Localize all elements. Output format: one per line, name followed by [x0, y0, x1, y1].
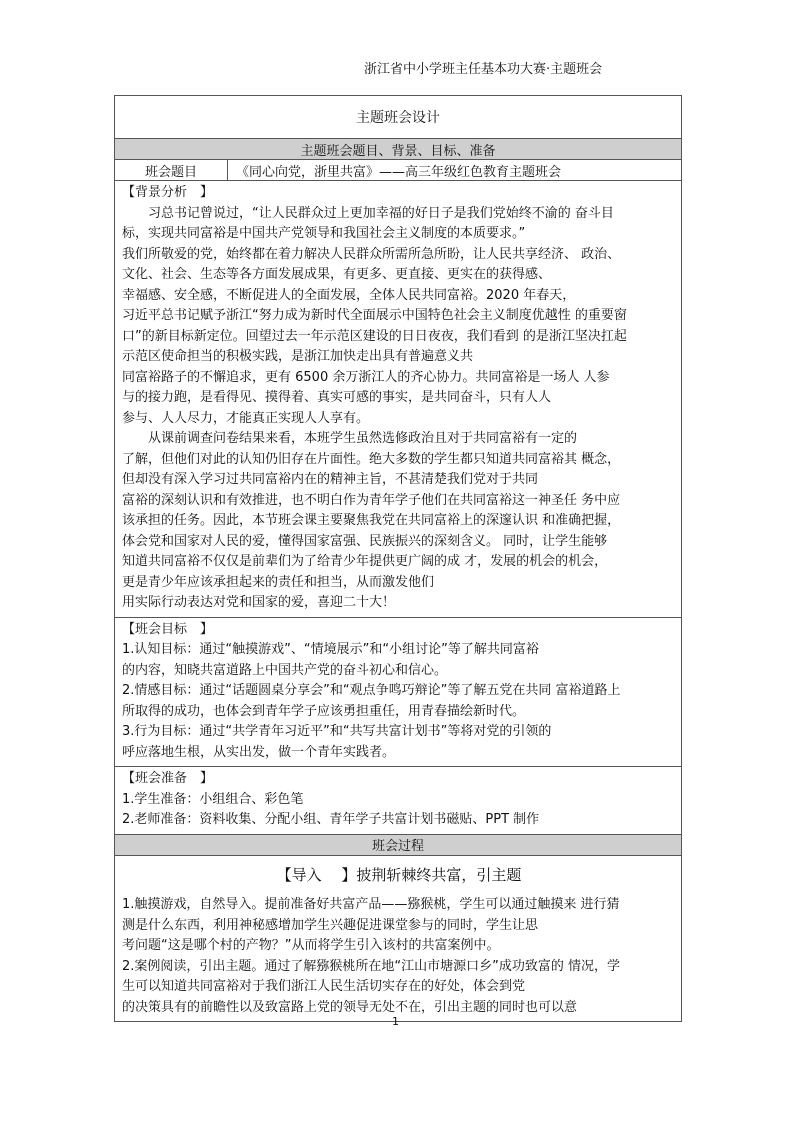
goal-line: 3.行为目标：通过“共学青年习近平”和“共写共富计划书”等将对党的引领的 — [122, 724, 552, 739]
table-title: 主题班会设计 — [115, 96, 681, 139]
background-line: 习近平总书记赋予浙江“努力成为新时代全面展示中国特色社会主义制度优越性 的重要窗 — [122, 308, 627, 323]
goal-line: 的内容，知晓共富道路上中国共产党的奋斗初心和信心。 — [122, 662, 448, 678]
goals-heading: 【班会目标 】 — [122, 621, 214, 637]
section-header-process: 班会过程 — [115, 835, 681, 856]
lesson-design-table — [114, 95, 682, 1022]
process-section — [115, 856, 681, 1022]
background-line: 该承担的任务。因此，本节班会课主要聚焦我党在共同富裕上的深邃认识 和准确把握， — [122, 513, 621, 528]
process-line: 测是什么东西，利用神秘感增加学生兴趣促进课堂参与的同时，学生让思 — [122, 917, 539, 933]
background-line: 与的接力跑，是看得见、摸得着、真实可感的事实，是共同奋斗，只有人人 — [122, 390, 552, 405]
background-line: 富裕的深刻认识和有效推进，也不明白作为青年学子他们在共同富裕这一神圣任 务中应 — [122, 492, 621, 508]
topic-label: 班会题目 — [115, 160, 228, 180]
goal-line: 1.认知目标：通过“触摸游戏”、“情境展示”和“小组讨论”等了解共同富裕 — [122, 642, 539, 657]
background-line: 口”的新目标新定位。回望过去一年示范区建设的日日夜夜，我们看到 的是浙江坚决扛起 — [122, 328, 627, 344]
background-line: 但却没有深入学习过共同富裕内在的精神主旨，不甚清楚我们党对于共同 — [122, 472, 539, 487]
section-header-basics: 主题班会题目、背景、目标、准备 — [115, 139, 681, 160]
topic-value: 《同心向党，浙里共富》——高三年级红色教育主题班会 — [236, 164, 562, 180]
background-heading: 【背景分析 】 — [122, 185, 214, 200]
background-line: 示范区使命担当的积极实践，是浙江加快走出具有普遍意义共 — [122, 349, 474, 364]
background-line: 体会党和国家对人民的爱，懂得国家富强、民族振兴的深刻含义。 同时，让学生能够 — [122, 533, 608, 549]
goal-line: 呼应落地生根，从实出发，做一个青年实践者。 — [122, 744, 396, 760]
goal-line: 所取得的成功，也体会到青年学子应该勇担重任，用青春描绘新时代。 — [122, 703, 526, 719]
goal-line: 2.情感目标：通过“话题圆桌分享会”和“观点争鸣巧辩论”等了解五党在共同 富裕道路上 — [122, 683, 621, 698]
goals-section — [115, 618, 681, 768]
process-text — [122, 895, 676, 1018]
preparation-heading: 【班会准备 】 — [122, 771, 214, 786]
background-line: 习总书记曾说过，“让人民群众过上更加幸福的好日子是我们党始终不渝的 奋斗目 — [122, 205, 614, 221]
page-number: 1 — [392, 1015, 399, 1028]
background-line: 更是青少年应该承担起来的责任和担当，从而激发他们 — [122, 574, 435, 590]
page-header: 浙江省中小学班主任基本功大赛·主题班会 — [364, 62, 603, 77]
background-line: 知道共同富裕不仅仅是前辈们为了给青少年提供更广阔的成 才，发展的机会的机会， — [122, 554, 608, 569]
background-line: 了解，但他们对此的认知仍旧存在片面性。绝大多数的学生都只知道共同富裕其 概念， — [122, 451, 621, 467]
background-text — [122, 204, 676, 614]
background-line: 用实际行动表达对党和国家的爱，喜迎二十大！ — [122, 595, 396, 610]
process-line: 生可以知道共同富裕对于我们浙江人民生活切实存在的好处，体会到党 — [122, 979, 526, 994]
background-line: 文化、社会、生态等各方面发展成果，有更多、更直接、更实在的获得感、 — [122, 267, 552, 282]
background-line: 从课前调查问卷结果来看，本班学生虽然选修政治且对于共同富裕有一定的 — [122, 431, 578, 446]
background-line: 幸福感、安全感，不断促进人的全面发展，全体人民共同富裕。2020 年春天， — [122, 287, 576, 303]
topic-row — [115, 160, 681, 181]
background-section — [115, 181, 681, 618]
preparation-text — [122, 790, 676, 831]
background-line: 同富裕路子的不懈追求，更有 6500 余万浙江人的齐心协力。共同富裕是一场人 人参 — [122, 369, 610, 385]
background-line: 我们所敬爱的党，始终都在着力解决人民群众所需所急所盼，让人民共享经济、 政治、 — [122, 246, 621, 262]
process-line: 的决策具有的前瞻性以及致富路上党的领导无处不在，引出主题的同时也可以意 — [122, 999, 578, 1015]
preparation-section — [115, 767, 681, 835]
process-line: 2.案例阅读，引出主题。通过了解猕猴桃所在地“江山市塘源口乡”成功致富的 情况，学 — [122, 958, 621, 974]
process-line: 1.触摸游戏，自然导入。提前准备好共富产品——猕猴桃，学生可以通过触摸来 进行猜 — [122, 897, 620, 912]
background-line: 参与、人人尽力，才能真正实现人人享有。 — [122, 410, 370, 426]
goals-text — [122, 640, 676, 763]
background-line: 标，实现共同富裕是中国共产党领导和我国社会主义制度的本质要求。” — [122, 226, 526, 241]
preparation-line: 1.学生准备：小组组合、彩色笔 — [122, 791, 304, 807]
preparation-line: 2.老师准备：资料收集、分配小组、青年学子共富计划书磁贴、PPT 制作 — [122, 812, 540, 827]
intro-heading: 【导入 】披荆斩棘终共富，引主题 — [276, 865, 522, 884]
process-line: 考问题“这是哪个村的产物？”从而将学生引入该村的共富案例中。 — [122, 938, 500, 953]
